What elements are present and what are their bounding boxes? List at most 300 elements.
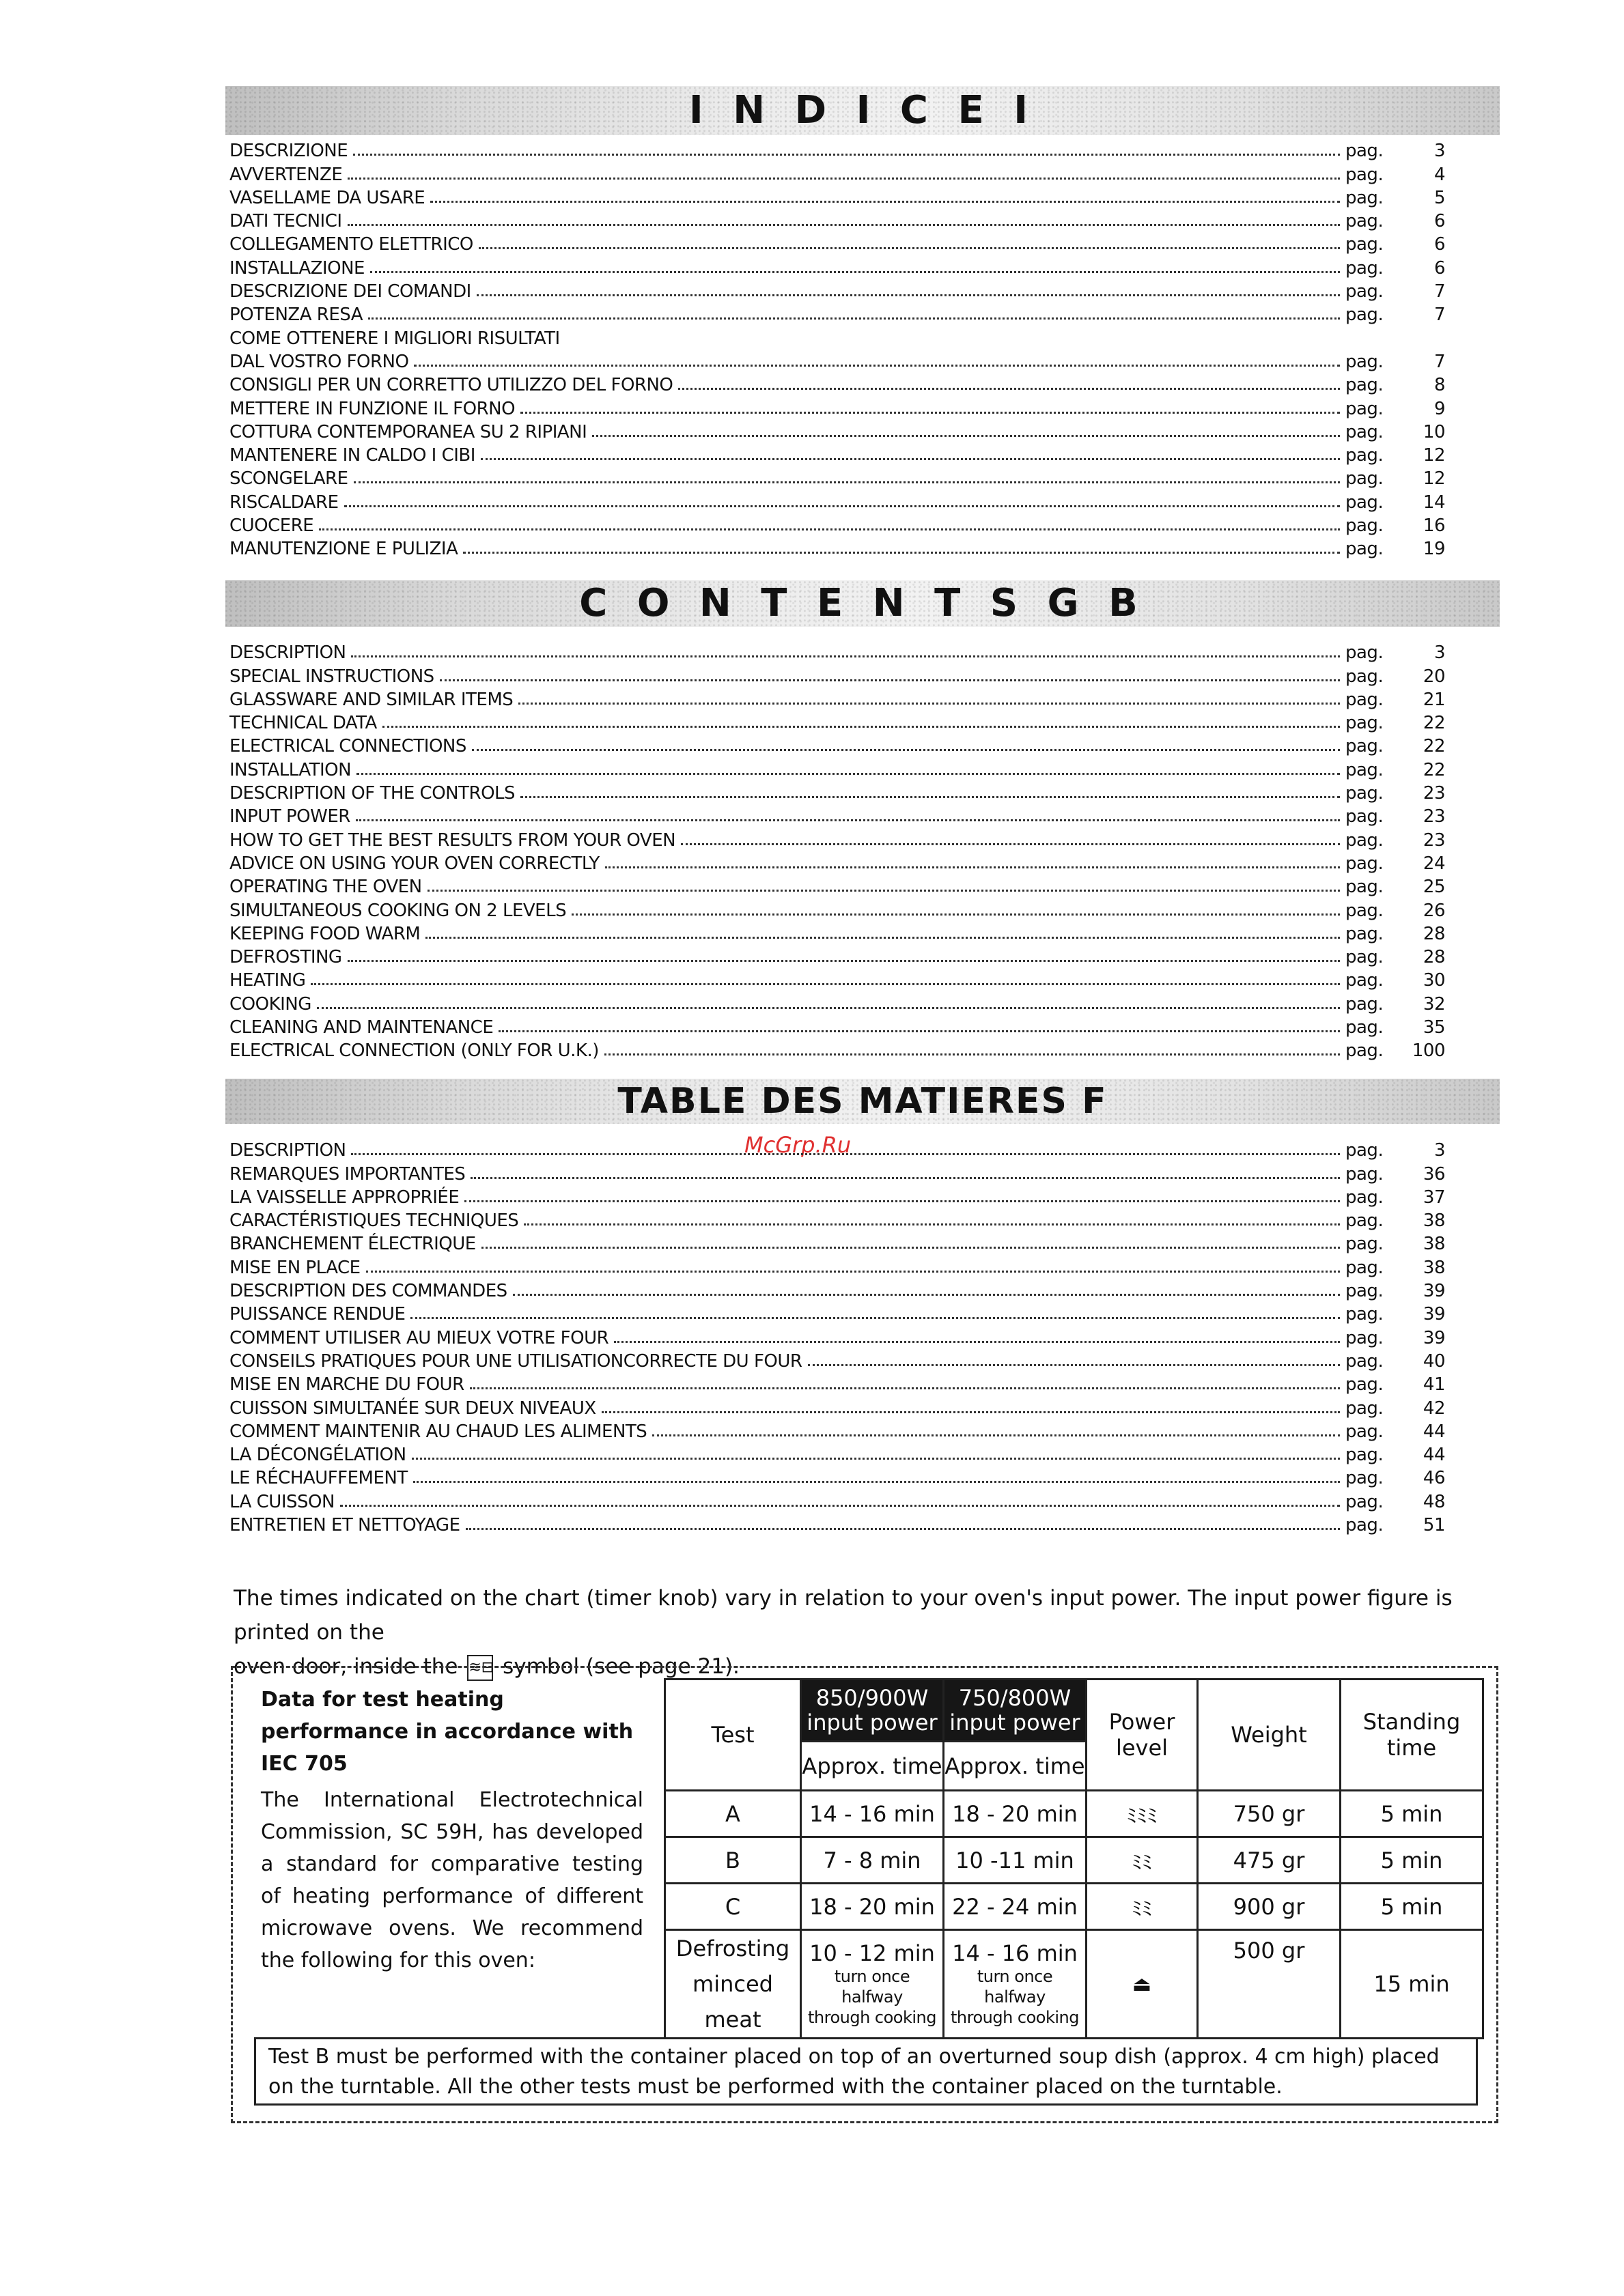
section-band-english [225,580,1500,627]
toc-entry-page-number: 16 [1423,515,1445,537]
header-power-level: Power level [1087,1680,1198,1791]
toc-entry [229,1465,1445,1488]
toc-entry [229,1161,1445,1184]
toc-leader-dots [348,960,1340,962]
toc-entry-pag: pag. [1345,234,1384,255]
toc-entry-label: COLLEGAMENTO ELETTRICO [229,234,473,255]
header-standing-time: Standing time [1341,1680,1483,1791]
toc-entry-pag: pag. [1345,1040,1384,1062]
toc-leader-dots [348,178,1340,180]
toc-leader-dots [463,552,1340,554]
toc-italian [229,138,1445,559]
toc-entry-pag: pag. [1345,1210,1384,1232]
intro-line-2-start: oven door, inside the [234,1654,458,1679]
power-level-icon: ﾐﾐ [1087,1837,1198,1884]
toc-entry [229,325,1445,348]
toc-entry-pag: pag. [1345,1398,1384,1419]
toc-leader-dots [602,1411,1340,1413]
header-test: Test [665,1680,801,1791]
cell-time-2-defrost [944,1930,1087,2039]
toc-entry [229,1442,1445,1465]
defrost-label-line1: Defrosting [675,1936,790,1961]
toc-entry-pag: pag. [1345,993,1384,1015]
toc-entry-label: COME OTTENERE I MIGLIORI RISULTATI [229,328,560,349]
toc-entry-page-number: 14 [1423,492,1445,513]
toc-entry-page-number: 38 [1423,1210,1445,1232]
toc-entry-pag: pag. [1345,281,1384,302]
toc-entry-page-number: 20 [1423,666,1445,687]
toc-entry-page-number: 22 [1423,713,1445,734]
toc-leader-dots [477,294,1340,296]
toc-entry-page-number: 3 [1433,141,1445,162]
toc-entry [229,466,1445,489]
toc-entry-page-number: 39 [1423,1281,1445,1302]
table-row [665,1837,1483,1884]
toc-entry-label: DESCRIZIONE [229,141,348,162]
toc-entry-page-number: 10 [1423,421,1445,442]
toc-entry-label: METTERE IN FUNZIONE IL FORNO [229,398,516,419]
toc-entry-page-number: 37 [1423,1187,1445,1208]
toc-entry-pag: pag. [1345,1468,1384,1489]
toc-entry [229,349,1445,372]
toc-entry [229,1278,1445,1301]
toc-leader-dots [414,365,1340,367]
toc-leader-dots [614,1341,1340,1343]
toc-entry-label: AVVERTENZE [229,164,343,185]
toc-english [229,640,1445,1061]
toc-entry-page-number: 22 [1423,759,1445,780]
toc-entry [229,827,1445,850]
toc-entry-page-number: 41 [1423,1374,1445,1395]
toc-leader-dots [481,458,1340,460]
toc-entry-pag: pag. [1345,1350,1384,1372]
toc-entry-page-number: 30 [1423,970,1445,991]
toc-leader-dots [425,937,1340,939]
toc-entry-page-number: 3 [1433,1140,1445,1161]
toc-entry-pag: pag. [1345,1421,1384,1442]
power-level-icon: ﾐﾐﾐ [1087,1791,1198,1837]
toc-entry-page-number: 4 [1433,164,1445,185]
input-power-symbol-icon: ≋⊟ [467,1655,493,1681]
toc-entry-pag: pag. [1345,1140,1384,1161]
test-description [261,1684,643,1976]
toc-leader-dots [520,412,1340,414]
toc-entry [229,780,1445,804]
toc-entry-page-number: 23 [1423,783,1445,804]
cell-time-1: 14 - 16 min [801,1791,944,1837]
toc-entry-label: DESCRIPTION [229,1140,346,1161]
toc-entry [229,302,1445,325]
toc-entry-page-number: 6 [1433,257,1445,279]
toc-entry-pag: pag. [1345,187,1384,208]
toc-entry [229,921,1445,944]
header-power-850-line2: input power [807,1710,938,1735]
toc-leader-dots [678,388,1340,390]
cell-time-2: 18 - 20 min [944,1791,1087,1837]
toc-entry [229,513,1445,536]
toc-entry-label: MANUTENZIONE E PULIZIA [229,539,458,560]
toc-entry-page-number: 26 [1423,900,1445,921]
toc-leader-dots [808,1364,1341,1366]
toc-entry [229,1208,1445,1231]
toc-entry-pag: pag. [1345,398,1384,419]
toc-entry-label: LA DÉCONGÉLATION [229,1445,406,1466]
toc-entry-label: TECHNICAL DATA [229,713,377,734]
toc-entry-label: LA VAISSELLE APPROPRIÉE [229,1187,460,1208]
toc-entry-label: HOW TO GET THE BEST RESULTS FROM YOUR OVEN [229,830,676,851]
table-row-defrost [665,1930,1483,2039]
toc-entry [229,874,1445,897]
toc-entry-label: CLEANING AND MAINTENANCE [229,1017,494,1038]
toc-entry-label: COOKING [229,993,311,1015]
cell-time-1: 7 - 8 min [801,1837,944,1884]
toc-leader-dots [351,655,1340,657]
toc-entry-pag: pag. [1345,923,1384,944]
cell-standing: 5 min [1341,1884,1483,1930]
toc-entry-label: DEFROSTING [229,947,342,968]
toc-entry-pag: pag. [1345,713,1384,734]
test-note: Test B must be performed with the container placed on top of an overturned soup dish (approx. 4 cm high) placed on the turntable. All the other tests must be performed with the container placed on the turntable. [254,2037,1478,2106]
toc-entry-page-number: 7 [1433,304,1445,326]
toc-entry-pag: pag. [1345,759,1384,780]
toc-entry-label: CARACTÉRISTIQUES TECHNIQUES [229,1210,519,1232]
toc-entry-page-number: 24 [1423,853,1445,874]
toc-entry [229,138,1445,161]
toc-leader-dots [413,1481,1340,1483]
toc-entry-pag: pag. [1345,1304,1384,1325]
toc-entry-page-number: 23 [1423,830,1445,851]
toc-entry-pag: pag. [1345,304,1384,326]
toc-leader-dots [368,317,1340,320]
toc-leader-dots [344,505,1340,507]
toc-entry [229,255,1445,278]
toc-entry [229,804,1445,827]
toc-leader-dots [428,890,1340,892]
toc-entry-page-number: 9 [1433,398,1445,419]
toc-entry-pag: pag. [1345,642,1384,664]
header-approx-time-1: Approx. time [801,1742,944,1791]
toc-entry-label: LE RÉCHAUFFEMENT [229,1468,408,1489]
cell-time-2: 10 -11 min [944,1837,1087,1884]
cell-standing: 5 min [1341,1837,1483,1884]
toc-entry [229,851,1445,874]
toc-leader-dots [464,1200,1340,1202]
toc-entry [229,944,1445,967]
toc-entry [229,687,1445,710]
section-band-italian [225,86,1500,135]
toc-entry-pag: pag. [1345,492,1384,513]
cell-weight-defrost: 500 gr [1198,1930,1341,2039]
toc-entry-label: SCONGELARE [229,468,348,490]
toc-entry-label: DESCRIZIONE DEI COMANDI [229,281,471,302]
toc-entry-label: MISE EN PLACE [229,1257,361,1278]
test-heading: Data for test heating performance in accordance with IEC 705 [261,1688,634,1776]
toc-entry-page-number: 19 [1423,539,1445,560]
toc-entry-pag: pag. [1345,830,1384,851]
section-band-french [225,1079,1500,1124]
toc-entry-label: DATI TECNICI [229,211,342,232]
toc-entry-label: CONSEILS PRATIQUES POUR UNE UTILISATIONCORRECTE DU FOUR [229,1350,802,1372]
toc-entry-page-number: 5 [1433,187,1445,208]
toc-entry-label: DAL VOSTRO FORNO [229,351,409,372]
toc-entry-label: GLASSWARE AND SIMILAR ITEMS [229,689,514,710]
toc-entry-label: DESCRIPTION OF THE CONTROLS [229,783,516,804]
toc-entry-pag: pag. [1345,375,1384,396]
toc-entry-label: CUOCERE [229,515,314,537]
defrost-time-1: 10 - 12 min [809,1940,935,1966]
toc-entry-label: POTENZA RESA [229,304,363,326]
toc-leader-dots [340,1505,1340,1507]
toc-entry-pag: pag. [1345,445,1384,466]
toc-leader-dots [481,1247,1340,1249]
toc-entry-page-number: 51 [1423,1515,1445,1536]
toc-leader-dots [592,435,1340,437]
toc-entry-label: ADVICE ON USING YOUR OVEN CORRECTLY [229,853,600,874]
toc-entry-label: BRANCHEMENT ÉLECTRIQUE [229,1234,476,1255]
toc-entry-page-number: 22 [1423,736,1445,757]
toc-leader-dots [351,1153,1340,1155]
toc-entry [229,640,1445,663]
intro-line-1: The times indicated on the chart (timer knob) vary in relation to your oven's input power. The input power figure is printed on the [234,1586,1453,1645]
cell-test: B [665,1837,801,1884]
toc-leader-dots [311,983,1340,985]
toc-entry-label: ELECTRICAL CONNECTIONS [229,736,466,757]
toc-entry-label: RISCALDARE [229,492,339,513]
toc-entry [229,663,1445,686]
toc-entry-pag: pag. [1345,1491,1384,1512]
toc-entry [229,1015,1445,1038]
toc-entry-pag: pag. [1345,1257,1384,1278]
toc-leader-dots [470,1387,1340,1389]
cell-time-2: 22 - 24 min [944,1884,1087,1930]
defrost-label-line2: minced meat [692,1971,773,2032]
toc-entry-label: CONSIGLI PER UN CORRETTO UTILIZZO DEL FORNO [229,375,673,396]
toc-entry-label: SPECIAL INSTRUCTIONS [229,666,434,687]
toc-entry [229,733,1445,756]
toc-entry-pag: pag. [1345,900,1384,921]
cell-weight: 750 gr [1198,1791,1341,1837]
toc-entry [229,991,1445,1014]
toc-entry-page-number: 35 [1423,1017,1445,1038]
toc-entry-page-number: 28 [1423,947,1445,968]
toc-entry-pag: pag. [1345,853,1384,874]
toc-entry [229,231,1445,255]
toc-leader-dots [382,726,1340,728]
toc-entry-pag: pag. [1345,877,1384,898]
toc-leader-dots [370,271,1340,273]
toc-leader-dots [472,749,1340,751]
cell-time-1: 18 - 20 min [801,1884,944,1930]
toc-entry-label: INPUT POWER [229,806,350,827]
header-approx-time-2: Approx. time [944,1742,1087,1791]
toc-leader-dots [572,913,1340,916]
toc-entry [229,185,1445,208]
toc-entry-page-number: 21 [1423,689,1445,710]
toc-entry-label: HEATING [229,970,306,991]
toc-leader-dots [605,866,1340,868]
toc-entry-pag: pag. [1345,1515,1384,1536]
header-power-850-line1: 850/900W [815,1685,929,1711]
toc-entry-page-number: 23 [1423,806,1445,827]
toc-entry [229,279,1445,302]
watermark-text: McGrp.Ru [744,1132,852,1158]
cell-standing: 5 min [1341,1791,1483,1837]
toc-leader-dots [466,1528,1340,1530]
toc-entry-page-number: 28 [1423,923,1445,944]
toc-entry-pag: pag. [1345,1327,1384,1348]
toc-entry-label: ENTRETIEN ET NETTOYAGE [229,1515,460,1536]
toc-entry-label: DESCRIPTION DES COMMANDES [229,1281,507,1302]
intro-line-2-end: symbol (see page 21). [503,1654,740,1679]
toc-entry-pag: pag. [1345,351,1384,372]
cell-weight: 475 gr [1198,1837,1341,1884]
header-power-850 [801,1680,944,1742]
toc-entry-pag: pag. [1345,257,1384,279]
toc-entry-label: PUISSANCE RENDUE [229,1304,406,1325]
defrost-note-1a: turn once halfway [834,1967,910,2007]
toc-entry-page-number: 7 [1433,351,1445,372]
toc-entry [229,1301,1445,1324]
toc-entry-pag: pag. [1345,539,1384,560]
toc-entry-pag: pag. [1345,806,1384,827]
toc-entry [229,1185,1445,1208]
toc-entry-page-number: 7 [1433,281,1445,302]
toc-leader-dots [356,773,1340,775]
toc-entry-pag: pag. [1345,1163,1384,1185]
toc-entry [229,372,1445,395]
header-weight: Weight [1198,1680,1341,1791]
toc-entry [229,1324,1445,1348]
toc-entry [229,1231,1445,1254]
toc-leader-dots [430,201,1340,203]
toc-entry-label: MISE EN MARCHE DU FOUR [229,1374,464,1395]
toc-entry-pag: pag. [1345,783,1384,804]
toc-entry-page-number: 6 [1433,234,1445,255]
toc-leader-dots [479,247,1340,249]
toc-entry-label: REMARQUES IMPORTANTES [229,1163,466,1185]
toc-entry-label: DESCRIPTION [229,642,346,664]
toc-entry-pag: pag. [1345,1187,1384,1208]
toc-entry-page-number: 12 [1423,468,1445,490]
toc-entry-label: KEEPING FOOD WARM [229,923,421,944]
toc-leader-dots [440,679,1340,681]
toc-entry [229,208,1445,231]
toc-leader-dots [518,703,1340,705]
cell-time-1-defrost [801,1930,944,2039]
defrost-note-1b: through cooking [807,2008,936,2027]
cell-test: A [665,1791,801,1837]
section-title-italian: I N D I C E I [688,88,1037,132]
toc-entry-label: LA CUISSON [229,1491,335,1512]
toc-leader-dots [410,1317,1340,1319]
toc-entry-pag: pag. [1345,736,1384,757]
toc-entry-page-number: 25 [1423,877,1445,898]
toc-entry-label: COMMENT UTILISER AU MIEUX VOTRE FOUR [229,1327,609,1348]
toc-entry-page-number: 38 [1423,1234,1445,1255]
toc-entry-page-number: 38 [1423,1257,1445,1278]
toc-entry-pag: pag. [1345,1445,1384,1466]
section-title-english: C O N T E N T S G B [579,581,1146,625]
toc-entry-page-number: 36 [1423,1163,1445,1185]
header-power-750-line1: 750/800W [958,1685,1072,1711]
toc-entry [229,710,1445,733]
toc-french [229,1137,1445,1535]
toc-entry-pag: pag. [1345,1017,1384,1038]
toc-entry [229,395,1445,419]
toc-leader-dots [317,1007,1340,1009]
toc-leader-dots [353,154,1340,156]
toc-leader-dots [412,1458,1340,1460]
toc-entry [229,1372,1445,1395]
toc-entry-page-number: 8 [1433,375,1445,396]
toc-entry [229,1348,1445,1372]
power-level-icon: ﾐﾐ [1087,1884,1198,1930]
toc-entry-pag: pag. [1345,1234,1384,1255]
header-power-750 [944,1680,1087,1742]
toc-entry [229,1419,1445,1442]
toc-leader-dots [499,1030,1340,1032]
toc-entry-page-number: 40 [1423,1350,1445,1372]
toc-entry-page-number: 32 [1423,993,1445,1015]
toc-leader-dots [524,1223,1340,1225]
defrost-time-2: 14 - 16 min [952,1940,1078,1966]
toc-entry [229,967,1445,991]
toc-entry-page-number: 39 [1423,1304,1445,1325]
toc-entry-pag: pag. [1345,468,1384,490]
toc-entry-label: VASELLAME DA USARE [229,187,425,208]
toc-entry-page-number: 3 [1433,642,1445,664]
toc-entry-pag: pag. [1345,970,1384,991]
section-title-french: TABLE DES MATIERES F [617,1081,1108,1122]
toc-entry-pag: pag. [1345,211,1384,232]
toc-leader-dots [652,1434,1340,1436]
toc-entry-label: INSTALLAZIONE [229,257,365,279]
toc-entry-pag: pag. [1345,141,1384,162]
cell-test-defrost [665,1930,801,2039]
toc-entry [229,1038,1445,1061]
toc-entry-label: COTTURA CONTEMPORANEA SU 2 RIPIANI [229,421,587,442]
header-power-750-line2: input power [949,1710,1080,1735]
toc-entry [229,419,1445,442]
toc-entry-pag: pag. [1345,164,1384,185]
toc-leader-dots [681,843,1340,845]
toc-leader-dots [513,1294,1340,1296]
toc-entry-pag: pag. [1345,689,1384,710]
toc-entry-page-number: 39 [1423,1327,1445,1348]
toc-entry [229,1137,1445,1161]
toc-entry-page-number: 46 [1423,1468,1445,1489]
toc-entry-label: SIMULTANEOUS COOKING ON 2 LEVELS [229,900,567,921]
toc-entry-label: COMMENT MAINTENIR AU CHAUD LES ALIMENTS [229,1421,647,1442]
toc-entry [229,1488,1445,1512]
toc-entry-page-number: 100 [1412,1040,1445,1062]
cell-test: C [665,1884,801,1930]
toc-entry-label: INSTALLATION [229,759,352,780]
toc-entry [229,1395,1445,1418]
toc-entry-page-number: 42 [1423,1398,1445,1419]
toc-entry [229,897,1445,920]
toc-entry-label: ELECTRICAL CONNECTION (ONLY FOR U.K.) [229,1040,599,1062]
toc-leader-dots [604,1053,1340,1055]
cell-weight: 900 gr [1198,1884,1341,1930]
toc-entry-label: OPERATING THE OVEN [229,877,422,898]
toc-entry-pag: pag. [1345,515,1384,537]
toc-entry [229,1254,1445,1277]
toc-entry [229,161,1445,184]
toc-entry-page-number: 44 [1423,1421,1445,1442]
toc-entry [229,1512,1445,1535]
toc-entry-label: MANTENERE IN CALDO I CIBI [229,445,475,466]
